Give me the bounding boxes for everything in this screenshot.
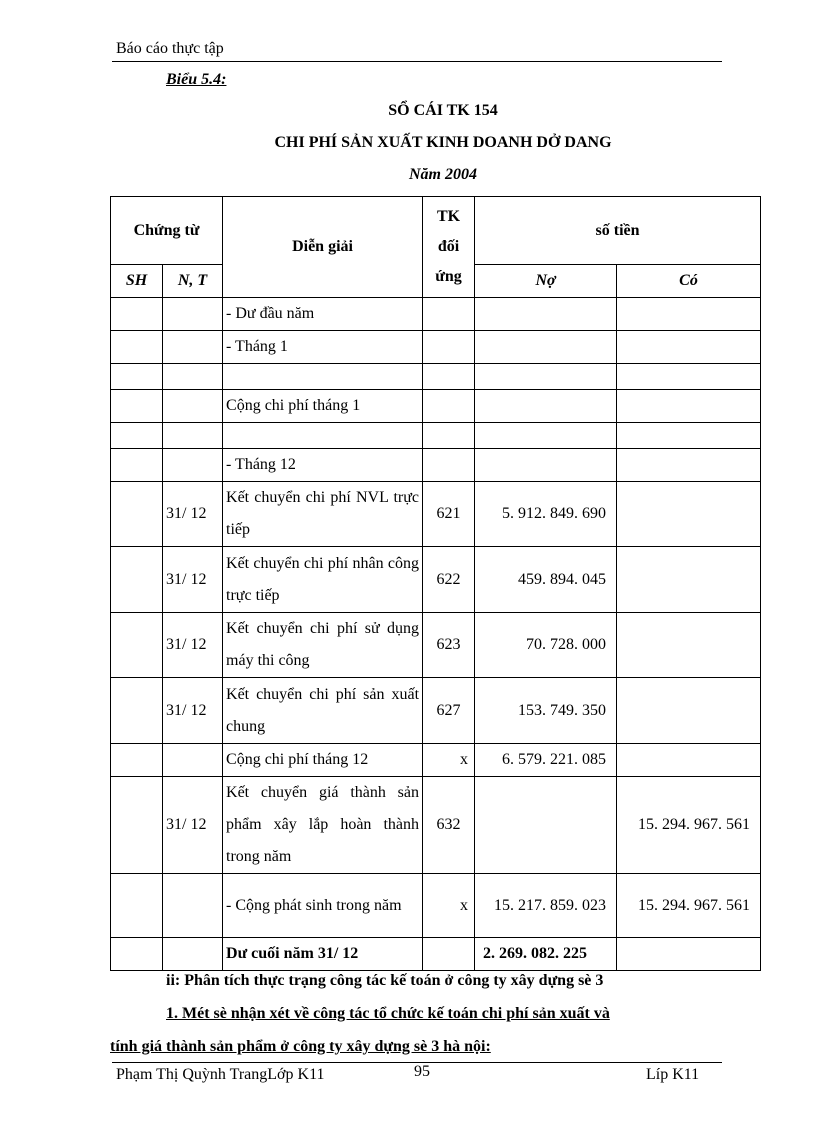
cell-tk: x (423, 874, 475, 938)
table-row (111, 744, 761, 777)
cell-desc: - Tháng 1 (223, 331, 423, 364)
cell-nt (163, 874, 223, 938)
cell-no (475, 777, 617, 874)
running-header: Báo cáo thực tập (116, 40, 224, 57)
cell-co (617, 390, 761, 423)
cell-sh (111, 331, 163, 364)
cell-nt (163, 744, 223, 777)
table-row (111, 678, 761, 744)
cell-tk (423, 298, 475, 331)
cell-sh (111, 777, 163, 874)
cell-tk: 623 (423, 613, 475, 678)
ledger-year: Năm 2004 (409, 166, 477, 183)
cell-nt (163, 423, 223, 449)
cell-tk: 621 (423, 482, 475, 547)
cell-desc: Kết chuyển chi phí sử dụng máy thi công (223, 613, 423, 678)
cell-co (617, 331, 761, 364)
cell-desc (223, 364, 423, 390)
cell-co (617, 938, 761, 971)
cell-sh (111, 482, 163, 547)
table-row (111, 613, 761, 678)
cell-co (617, 678, 761, 744)
cell-no: 459. 894. 045 (475, 547, 617, 613)
cell-nt (163, 364, 223, 390)
cell-co (617, 482, 761, 547)
cell-nt: 31/ 12 (163, 613, 223, 678)
cell-desc: Dư cuối năm 31/ 12 (223, 938, 423, 971)
header-dien-giai: Diễn giải (223, 197, 423, 298)
table-row (111, 777, 761, 874)
table-row (111, 874, 761, 938)
cell-nt (163, 449, 223, 482)
header-tk-line1: TK (436, 208, 461, 225)
cell-tk (423, 423, 475, 449)
cell-co (617, 364, 761, 390)
cell-co (617, 423, 761, 449)
cell-nt: 31/ 12 (163, 547, 223, 613)
header-co: Có (617, 265, 761, 298)
cell-co (617, 298, 761, 331)
cell-tk: x (423, 744, 475, 777)
section-heading: ii: Phân tích thực trạng công tác kế toán ở công ty xây dựng sè 3 (166, 972, 604, 989)
footer-author: Phạm Thị Quỳnh TrangLớp K11 (116, 1066, 325, 1083)
cell-co (617, 613, 761, 678)
header-nt: N, T (163, 265, 223, 298)
cell-tk (423, 364, 475, 390)
cell-tk (423, 390, 475, 423)
cell-desc: - Dư đầu năm (223, 298, 423, 331)
cell-nt (163, 298, 223, 331)
subheading-line2: tính giá thành sản phẩm ở công ty xây dựng sè 3 hà nội: (110, 1038, 491, 1055)
cell-tk (423, 938, 475, 971)
cell-nt: 31/ 12 (163, 777, 223, 874)
header-tk-line2: đối (437, 238, 460, 255)
cell-tk: 627 (423, 678, 475, 744)
cell-desc: Cộng chi phí tháng 12 (223, 744, 423, 777)
cell-sh (111, 874, 163, 938)
cell-no (475, 390, 617, 423)
cell-co: 15. 294. 967. 561 (617, 874, 761, 938)
cell-no: 6. 579. 221. 085 (475, 744, 617, 777)
table-row (111, 331, 761, 364)
header-no: Nợ (475, 265, 617, 298)
figure-label: Biểu 5.4: (166, 71, 227, 88)
cell-desc: Kết chuyển chi phí nhân công trực tiếp (223, 547, 423, 613)
header-rule (112, 61, 722, 62)
ledger-subtitle: CHI PHÍ SẢN XUẤT KINH DOANH DỞ DANG (274, 134, 612, 151)
cell-no: 70. 728. 000 (475, 613, 617, 678)
cell-sh (111, 678, 163, 744)
cell-no: 153. 749. 350 (475, 678, 617, 744)
cell-no (475, 364, 617, 390)
cell-desc: - Tháng 12 (223, 449, 423, 482)
cell-nt: 31/ 12 (163, 678, 223, 744)
cell-no: 2. 269. 082. 225 (475, 938, 617, 971)
cell-co (617, 547, 761, 613)
cell-co (617, 449, 761, 482)
cell-sh (111, 938, 163, 971)
cell-tk (423, 449, 475, 482)
cell-co (617, 744, 761, 777)
table-row (111, 423, 761, 449)
cell-sh (111, 547, 163, 613)
cell-sh (111, 390, 163, 423)
header-tk-line3: ứng (435, 268, 462, 285)
cell-no (475, 423, 617, 449)
cell-no: 15. 217. 859. 023 (475, 874, 617, 938)
cell-no (475, 331, 617, 364)
cell-sh (111, 364, 163, 390)
page-number: 95 (414, 1063, 430, 1080)
table-row (111, 364, 761, 390)
header-so-tien: số tiền (475, 197, 761, 265)
cell-tk: 632 (423, 777, 475, 874)
cell-no: 5. 912. 849. 690 (475, 482, 617, 547)
table-header-row (111, 197, 761, 265)
header-chung-tu: Chứng từ (111, 197, 223, 265)
header-sh: SH (111, 265, 163, 298)
cell-desc: Kết chuyển chi phí sản xuất chung (223, 678, 423, 744)
cell-sh (111, 613, 163, 678)
cell-desc: Kết chuyển giá thành sản phẩm xây lắp hoàn thành trong năm (223, 777, 423, 874)
ledger-table (110, 196, 761, 971)
cell-sh (111, 744, 163, 777)
cell-desc: - Cộng phát sinh trong năm (223, 874, 423, 938)
table-row (111, 449, 761, 482)
cell-tk (423, 331, 475, 364)
cell-co: 15. 294. 967. 561 (617, 777, 761, 874)
cell-no (475, 298, 617, 331)
header-tk-doi-ung (423, 197, 475, 298)
cell-desc (223, 423, 423, 449)
cell-nt: 31/ 12 (163, 482, 223, 547)
footer-class: Líp K11 (646, 1066, 700, 1083)
cell-sh (111, 423, 163, 449)
subheading-line1: 1. Mét sè nhận xét về công tác tổ chức kế toán chi phí sản xuất và (166, 1005, 610, 1022)
cell-nt (163, 390, 223, 423)
cell-desc: Cộng chi phí tháng 1 (223, 390, 423, 423)
table-row (111, 482, 761, 547)
cell-no (475, 449, 617, 482)
table-row (111, 547, 761, 613)
cell-sh (111, 298, 163, 331)
ledger-title: SỔ CÁI TK 154 (388, 102, 498, 119)
table-row (111, 298, 761, 331)
cell-desc: Kết chuyển chi phí NVL trực tiếp (223, 482, 423, 547)
cell-nt (163, 938, 223, 971)
cell-sh (111, 449, 163, 482)
cell-tk: 622 (423, 547, 475, 613)
table-row (111, 938, 761, 971)
table-row (111, 390, 761, 423)
cell-nt (163, 331, 223, 364)
